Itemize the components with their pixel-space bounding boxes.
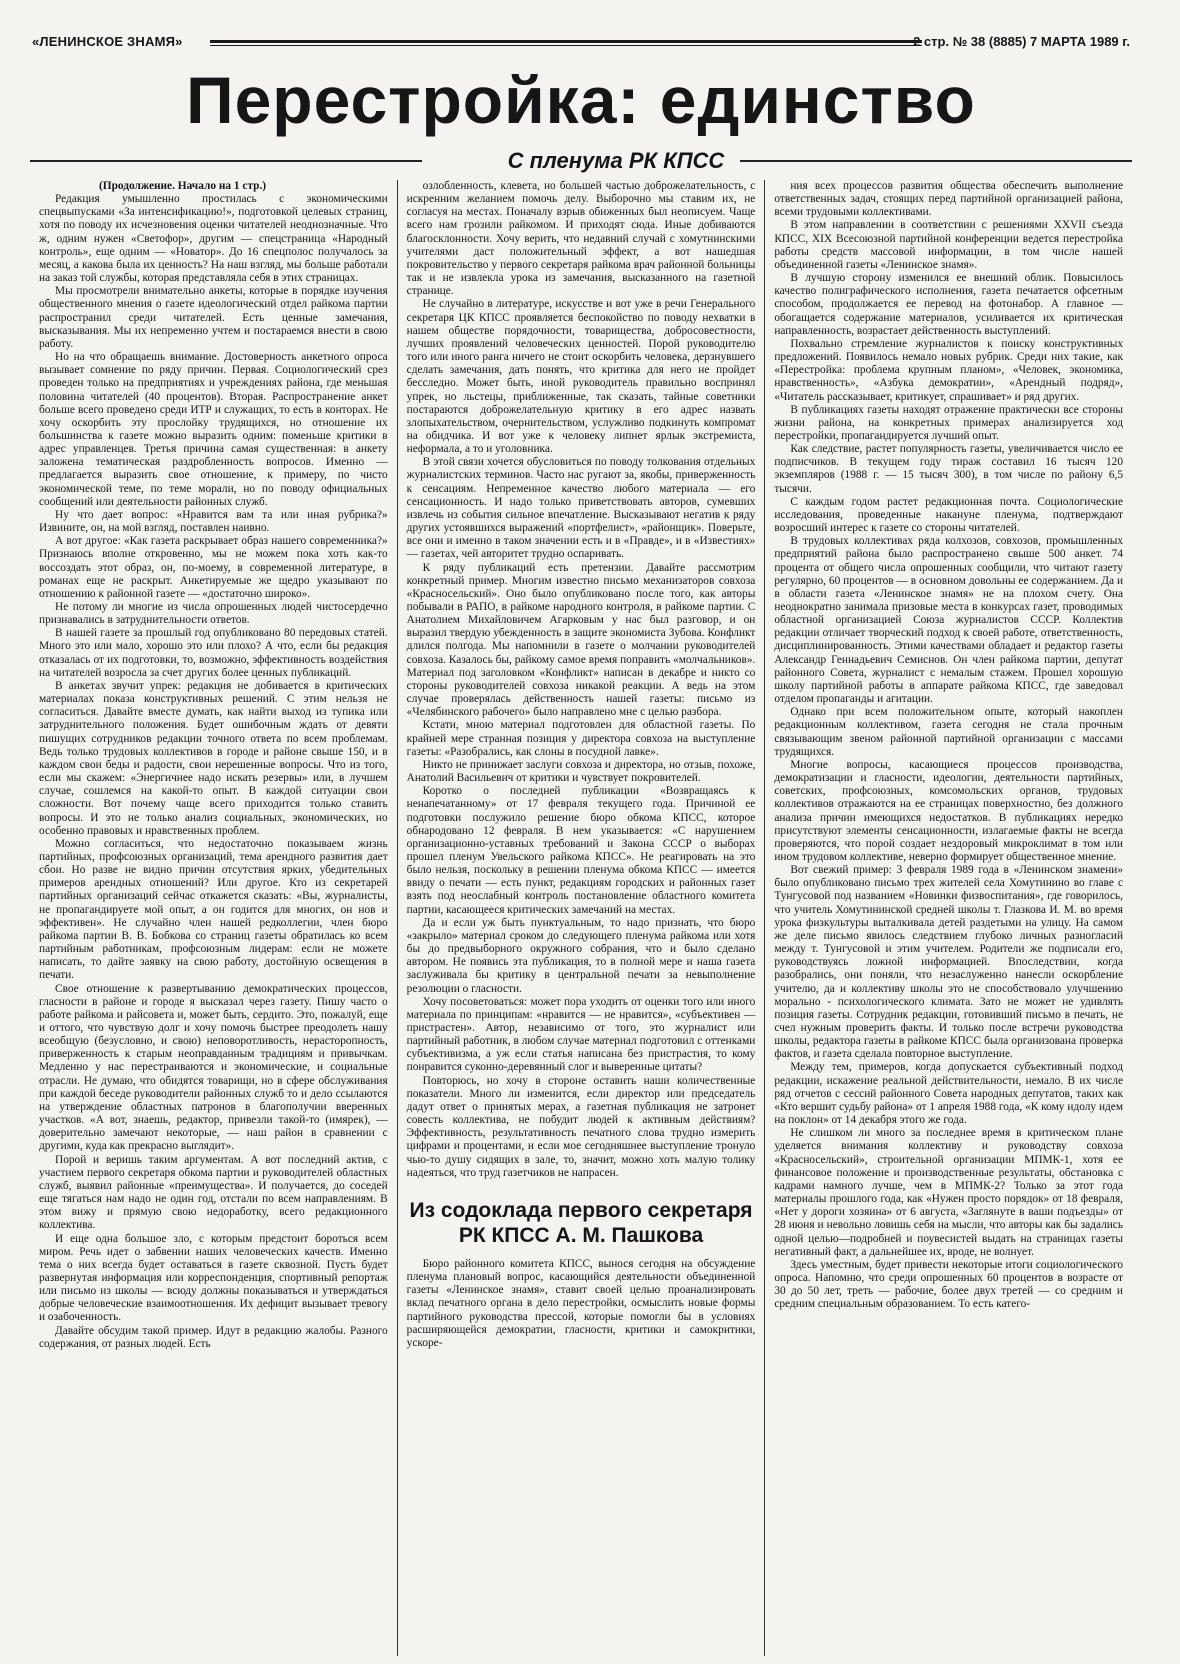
subhead-rule-right xyxy=(740,160,1132,162)
paragraph: Однако при всем положительном опыте, который накоплен редакционным коллективом, газета сегодня не стала прочным связывающим звеном районной партийной организации с массами трудящихся. xyxy=(774,706,1124,758)
paragraph: Повторюсь, но хочу в стороне оставить наши количественные показатели. Много ли изменится, если директор или председатель дадут ответ о принятых мерах, а газетная публикация не затронет совесть коллектива, не побудит людей к активным действиям? Эффективность, результативность печатного слова трудно измерить цифрами и процентами, и если мое сегодняшнее выступление тронуло чью-то душу сидящих в зале, то, значит, можно хоть малую толику надеяться, что труд газетчиков не напрасен. xyxy=(406,1074,756,1179)
paragraph: И еще одна большое зло, с которым предстоит бороться всем миром. Речь идет о забвении наших человеческих качеств. Именно тема о них всегда будет оставаться в газете сквозной. Пусть будет развернутая информация или корреспонденция, спортивный репортаж или письмо из школы — всюду должны показываться и утверждаться добрые человеческие взаимоотношения. Их дефицит вызывает тревогу и озабоченность. xyxy=(39,1232,388,1324)
continuation-note: (Продолжение. Начало на 1 стр.) xyxy=(99,180,267,192)
paragraph: С каждым годом растет редакционная почта. Социологические исследования, проведенные накануне пленума, подтверждают возросший интерес к газете со стороны читателей. xyxy=(774,495,1124,535)
paragraph: Никто не принижает заслуги совхоза и директора, но отзыв, похоже, Анатолий Васильевич от критики и чувствует покровителей. xyxy=(406,758,756,785)
paragraph: Кстати, мною материал подготовлен для областной газеты. По крайней мере странная позиция у директора совхоза на выступление газеты: «Разобрались, как слоны в посудной лавке». xyxy=(406,719,756,758)
paper-name: «ЛЕНИНСКОЕ ЗНАМЯ» xyxy=(32,34,183,49)
paragraph: Можно согласиться, что недостаточно показываем жизнь партийных, профсоюзных организаций, тема арендного развития дает сбои. Но разве не видно причин отсутствия ярких, убедительных примеров арендных отношений? Или другое. Кто из секретарей партийных организаций сейчас откажется сказать: «Вы, журналисты, не пропагандируете мой опыт, а он годится для многих, он нов и эффективен». Не случайно член нашей редколлегии, член бюро райкома партии В. В. Бобкова со страниц газеты обратилась ко всем партийным работникам, профсоюзным лидерам: если не можете написать, то дайте заявку на свою работу, достойную освещения в печати. xyxy=(39,837,388,982)
paragraph: Ну что дает вопрос: «Нравится вам та или иная рубрика?» Извините, он, на мой взгляд, поставлен наивно. xyxy=(39,508,388,535)
issue-info: 2 стр. № 38 (8885) 7 МАРТА 1989 г. xyxy=(913,34,1130,49)
column-3 xyxy=(764,180,1132,1656)
masthead xyxy=(30,34,1132,54)
column-1 xyxy=(30,180,397,1656)
subhead-text: С пленума РК КПСС xyxy=(507,148,725,173)
paragraph: Да и если уж быть пунктуальным, то надо признать, что бюро «закрыло» материал сроком до следующего пленума райкома или хотя бы до предвыборного окружного собрания, что и было сделано автором. Не появись эта публикация, то в полной мере и наша газета заслуживала бы критику в центральной печати за невыполнение резолюции о гласности. xyxy=(406,916,756,995)
paragraph: Многие вопросы, касающиеся процессов производства, демократизации и гласности, идеологии, деятельности партийных, советских, профсоюзных, комсомольских органов, трудовых коллективов отражаются на ее страницах поверхностно, без должного анализа причин имеющихся недостатков. В публикациях нередко присутствуют элементы сенсационности, излагаемые факты не всегда проверяются, что порой создает нездоровый микроклимат в том или ином трудовом коллективе, неверно формирует общественное мнение. xyxy=(774,758,1124,863)
paragraph: В этом направлении в соответствии с решениями XXVII съезда КПСС, XIX Всесоюзной партийной конференции ведется перестройка работы средств массовой информации, в том числе нашей объединенной газеты «Ленинское знамя». xyxy=(774,219,1124,271)
paragraph: В публикациях газеты находят отражение практически все стороны жизни района, на конкретных примерах анализируется ход перестройки, пропагандируется лучший опыт. xyxy=(774,403,1124,442)
paragraph: В этой связи хочется обусловиться по поводу толкования отдельных журналистских терминов. Часто нас ругают за, якобы, приверженность к сенсациям. Непременное качество любого материала — его сенсационность. И надо только приветствовать авторов, сумевших извлечь из события сильное впечатление. Высказывают негатив к ряду других устоявшихся выражений «портфелист», «районщик». Поверьте, все они и именно в таком значении есть и в «Правде», и в «Известиях» — газетах, чей авторитет трудно оспаривать. xyxy=(406,456,756,561)
paragraph: Вот свежий пример: 3 февраля 1989 года в «Ленинском знамени» было опубликовано письмо трех жителей села Хомутинино во главе с Тунгусовой под названием «Новинки физвоспитания», где говорилось, что учитель Хомутининской средней школы т. Глазкова И. М. во время урока физкультуры выталкивала детей раздетыми на улицу. На самом же деле письмо явилось следствием глубоко личных разногласий между т. Тунгусовой и этим учителем. Родители же подписали его, руководствуясь ложной информацией. Впоследствии, когда разобрались, они поняли, что незаслуженно нанесли оскорбление учителю, да и коллективу школы это не способствовало улучшению морально - психологического климата. Зато не может не удивлять позиция газеты. Сотрудник редакции, готовивший письмо в печать, не счел нужным проверить факты. И только после встречи руководства школы, редактора газеты в райкоме КПСС была организована проверка фактов, и газета сделала повторное выступление. xyxy=(774,864,1124,1061)
paragraph: Свое отношение к развертыванию демократических процессов, гласности в районе и городе я высказал через газету. Пишу часто о работе райкома и райсовета и, может быть, сердито. Это, пожалуй, еще и оттого, что чувствую долг и хочу помочь быстрее преодолеть нашу всеобщую (безусловно, и свою) неповоротливость, нерасторопность, приверженность к старым неоправданным традициям и привычкам. Медленно у нас перестраиваются и экономические, и социальные отрасли. Не думаю, что обидятся товарищи, но в сфере обслуживания при каждой беседе руководители районных служб то и дело ссылаются на утверждение областных патронов в благополучии вверенных участков. «А вот, знаешь, редактор, привезли такой-то (имярек), — доверительно замечают некоторые, — наш район в сравнении с другими, куда как прекрасно выглядит». xyxy=(39,982,388,1153)
paragraph: Мы просмотрели внимательно анкеты, которые в порядке изучения общественного мнения о газете идеологический отдел райкома партии распространил среди читателей. Есть ценные замечания, высказывания. Мы их непременно учтем и постараемся внести в свою работу. xyxy=(39,285,388,350)
subhead-rule-left xyxy=(30,160,422,162)
paragraph: В анкетах звучит упрек: редакция не добивается в критических материалах показа конструктивных решений. С этим нельзя не согласиться. Давайте вместе думать, как найти выход из тупика или затруднительного положения. Будет ошибочным ждать от девяти пишущих сотрудников редакции точного ответа по всем проблемам. Ведь только трудовых коллективов в городе и районе свыше 150, и в каждом свои беды и радости, свои нерешенные вопросы. Что из того, если мы скажем: «Энергичнее надо искать резервы» или, в лучшем случае, сошлемся на какой-то опыт. В каждой ситуации свои сложности. Вот почему чаще всего приходится только ставить вопросы. И это не только анализ социальных, экономических, но особенно правовых и нравственных проблем. xyxy=(39,679,388,837)
paragraph: озлобленность, клевета, но большей частью доброжелательность, с искренним желанием помочь делу. Выборочно мы ставим их, не согласуя на местах. Поначалу взрыв обиженных был неописуем. Чаще всего нам грозили райкомом. И приходят сюда. Иные добиваются благосклонности. Хочу верить, что недавний случай с хомутнинскими учителями даст положительный эффект, а вот нашедшая покровительство у первого секретаря райкома врач районной больницы так и не извлекла урока из замечания, высказанного на газетной странице. xyxy=(406,180,756,298)
paragraph: Похвально стремление журналистов к поиску конструктивных предложений. Появилось немало новых рубрик. Среди них такие, как «Перестройка: проблема крупным планом», «Человек, экономика, нравственность», «Азбука демократии», «Арендный подряд», «Читатель рассказывает, критикует, спрашивает» и ряд других. xyxy=(774,337,1124,403)
subhead xyxy=(30,148,1132,172)
paragraph: Между тем, примеров, когда допускается субъективный подход редакции, искажение реальной действительности, немало. В их числе ряд отчетов с сессий районного Совета народных депутатов, таких как «Кто вершит судьбу района» от 1 апреля 1988 года, «К кому идолу идем на поклон» от 14 декабря этого же года. xyxy=(774,1061,1124,1127)
paragraph: Давайте обсудим такой пример. Идут в редакцию жалобы. Разного содержания, от разных людей. Есть xyxy=(39,1324,388,1350)
paragraph: Коротко о последней публикации «Возвращаясь к ненапечатанному» от 17 февраля текущего года. Причиной ее подготовки послужило решение бюро обкома КПСС, которое обнародовано 12 февраля. В нем указывается: «С нарушением организационно-уставных требований и Закона СССР о выборах прошел пленум Увельского райкома КПСС». Не реагировать на это было нельзя, поскольку в решении пленума обкома КПСС — имеется ввиду о печати — есть пункт, редакциям городских и районных газет взять под неослабный контроль постановление областного комитета партии, касающееся критических замечаний на местах. xyxy=(406,785,756,916)
sidebar-title: Из содоклада первого секретаря РК КПСС А. М. Пашкова xyxy=(409,1198,753,1247)
paragraph: Не случайно в литературе, искусстве и вот уже в речи Генерального секретаря ЦК КПСС проявляется беспокойство по поводу нехватки в нашем обществе порядочности, товарищества, добросовестности, лучших проявлений человеческих ценностей. Порой руководителю того или иного ранга ничего не стоит оскорбить человека, дерзнувшего сделать замечания, дать понять, что критика для него не пройдет бесследно. Может быть, иной руководитель правильно воспринял упрек, но льстецы, приближенные, так сказать, тайные советники постараются доброжелательную критику в его адрес назвать злопыхательством, очернительством, услужливо подкинуть компромат на обидчика. И вот уже к человеку липнет ярлык экстремиста, неформала, а то и уголовника. xyxy=(406,298,756,456)
paragraph: К ряду публикаций есть претензии. Давайте рассмотрим конкретный пример. Многим известно письмо механизаторов совхоза «Красносельский». Оно было опубликовано после того, как авторы побывали в РАПО, в райкоме народного контроля, в райкоме партии. С Анатолием Михайловичем Агарковым у нас был разговор, и он выразил твердую убежденность в защите экономиста Зубова. Конфликт длился полгода. Мы напомнили в газете о молчании руководителей совхоза. Казалось бы, райкому самое время поправить «молчальников». Материал под заголовком «Конфликт» написан в декабре и никто со стороны руководителей совхоза никакой реакции. А ведь на этом случае проверялась действенность нашей газеты: письмо из «Челябинского рабочего» было направлено мне с целью разбора. xyxy=(406,561,756,719)
paragraph: В трудовых коллективах ряда колхозов, совхозов, промышленных предприятий района было распространено свыше 500 анкет. 74 процента от общего числа опрошенных сообщили, что читают газету регулярно, 60 процентов — в основном довольны ее содержанием. Да и в области газета «Ленинское знамя» не на плохом счету. Она неоднократно занимала призовые места в конкурсах газет, проводимых областной организацией Союза журналистов СССР. Коллектив редакции отличает творческий подход к своей работе, ответственность, дисциплинированность. Этими качествами обладает и редактор газеты Александр Геннадьевич Семиснов. Он член райкома партии, депутат районного Совета, журналист с немалым стажем. Прошел хорошую школу партийной работы в аппарате райкома КПСС, где заведовал отделом пропаганды и агитации. xyxy=(774,535,1124,706)
paragraph: Но на что обращаешь внимание. Достоверность анкетного опроса вызывает сомнение по ряду причин. Первая. Социологический срез проведен только на предприятиях и учреждениях района, где меньшая половина читателей (40 процентов). Вторая. Распространение анкет больше всего проведено среди ИТР и служащих, то есть в конторах. Не хочу оскорбить эту прослойку трудящихся, но отношение их большинства к газете можно выразить одним: поменьше критики в адрес управленцев. Третья причина самая существенная: в анкету заложена тематическая раздробленность вопросов. Именно — предлагается выразить свое отношение, к примеру, по чисто экономической теме, по теме морали, но по поводу официальных сообщений или деятельности районных служб. xyxy=(39,351,388,508)
paragraph: ния всех процессов развития общества обеспечить выполнение ответственных задач, стоящих перед партийной организацией района, всеми трудовыми коллективами. xyxy=(774,180,1124,219)
page-headline: Перестройка: единство xyxy=(186,63,976,137)
paragraph: Порой и веришь таким аргументам. А вот последний актив, с участием первого секретаря обкома партии и руководителей областных служб, выявил районные «преимущества». И получается, до соседей еще тягаться нам надо не один год, отстали по всем направлениям. В этом вижу и прямую свою недоработку, всего редакционного коллектива. xyxy=(39,1153,388,1232)
paragraph: В нашей газете за прошлый год опубликовано 80 передовых статей. Много это или мало, хорошо это или плохо? А что, если бы редакция отказалась от их подготовки, то, возможно, эффективность воздействия на читателей возросла за счет других более ценных публикаций. xyxy=(39,627,388,679)
paragraph: А вот другое: «Как газета раскрывает образ нашего современника?» Признаюсь вполне откровенно, мы не можем пока хоть как-то воссоздать этот образ, он, по-моему, в современной литературе, в романах еще не раскрыт. Анкетируемые же щедро указывают по отношению к районной газете — «достаточно широко». xyxy=(39,535,388,600)
masthead-rule-thin xyxy=(210,45,922,46)
paragraph: Не потому ли многие из числа опрошенных людей чистосердечно признавались в затруднительности ответов. xyxy=(39,601,388,627)
masthead-rule xyxy=(210,40,922,43)
paragraph: В лучшую сторону изменился ее внешний облик. Повысилось качество полиграфического исполнения, газета печатается офсетным способом, продолжается ее перевод на фотонабор. А главное — обогащается содержание материалов, усиливается их критическая направленность, возрастает действенность выступлений. xyxy=(774,272,1124,337)
paragraph: Бюро районного комитета КПСС, вынося сегодня на обсуждение пленума плановый вопрос, касающийся деятельности объединенной газеты «Ленинское знамя», ставит своей целью проанализировать вклад печатного органа в дело перестройки, осмыслить новые формы партийного руководства прессой, которые помогли бы в условиях расширяющейся демократии, гласности, критики и самокритики, ускоре- xyxy=(406,1257,756,1349)
paragraph: Хочу посоветоваться: может пора уходить от оценки того или иного материала по принципам: «нравится — не нравится», «субъективен — пристрастен». Автор, независимо от того, это журналист или партийный работник, в любом случае материал подготовил с оттенками субъективизма, а уж если статья написана без пристрастия, то кому понравится суконно-деревянный слог и выверенные цитаты? xyxy=(406,995,756,1074)
paragraph: Не слишком ли много за последнее время в критическом плане уделяется внимания коллективу и руководству совхоза «Красносельский», строительной организации МПМК-1, хотя ее финансовое положение и производственные результаты, обстановка с кадрами намного лучше, чем в МПМК-2? Только за этот года материалы прошлого года, как «Нужен просто порядок» от 18 февраля, «Нет у дороги хозяина» от 6 августа, «Заглянуте в ваши подъезды» от 28 июня и невольно ловишь себя на мысли, что авторы как бы задались одной целью—подробней и поувесистей выдать на страницах газеты негативный факт, а дальнейшее их, вроде, не волнует. xyxy=(774,1127,1124,1258)
paragraph: Как следствие, растет популярность газеты, увеличивается число ее подписчиков. В текущем году тираж составил 16 тысяч 120 экземпляров (1988 г. — 15 тысяч 300), в том числе по району 6,5 тысячи. xyxy=(774,443,1124,495)
paragraph: Здесь уместным, будет привести некоторые итоги социологического опроса. Напомню, что среди опрошенных 60 процентов в возрасте от 30 до 50 лет, треть — рабочие, более двух третей — со средним и средним специальным образованием. То есть катего- xyxy=(774,1258,1124,1311)
article-columns xyxy=(30,180,1132,1656)
paragraph: Редакция умышленно простилась с экономическими спецвыпусками «За интенсификацию!», подготовкой целевых страниц, хотя по поводу их исчезновения оценки читателей неоднозначные. Что ж, одним нужен «Светофор», другим — спецстраница «Народный контроль», еще одним — «Новатор». До 16 спецполос получалось за месяц, а какова была их ценность? На наш взгляд, мы больше работали на заказ той службы, которая представляла себя в этих страницах. xyxy=(39,193,388,285)
column-2 xyxy=(397,180,765,1656)
